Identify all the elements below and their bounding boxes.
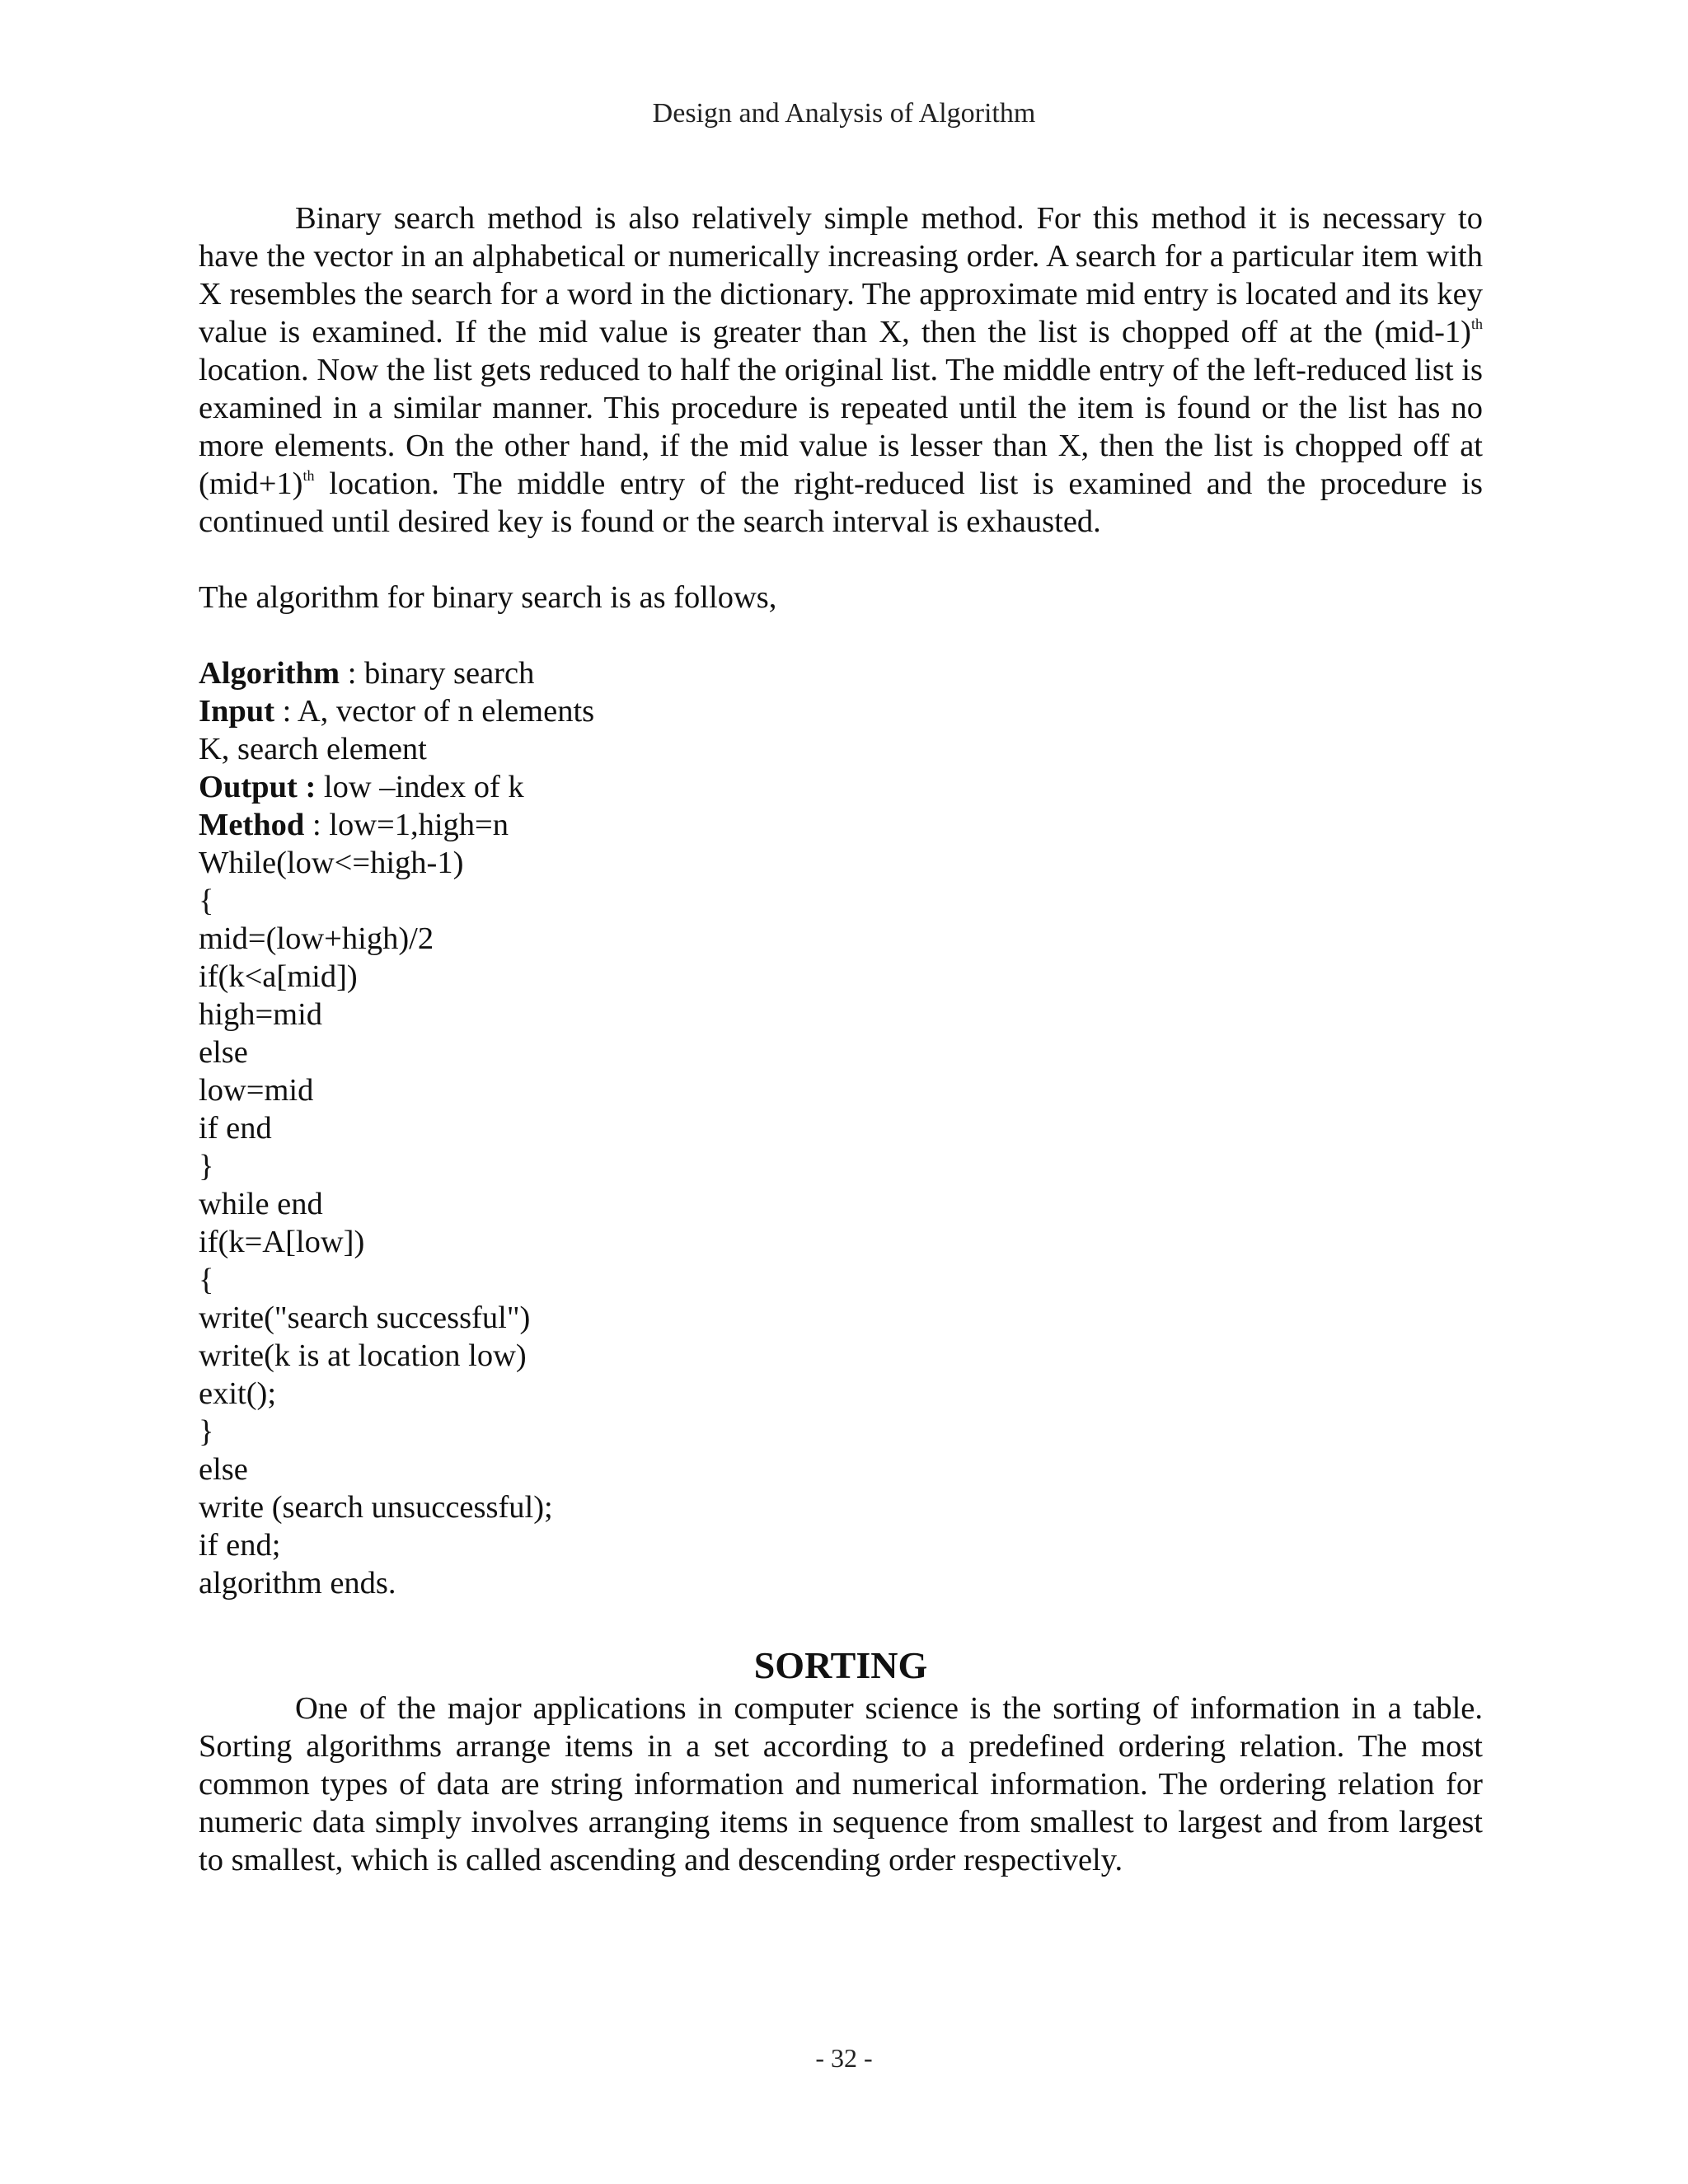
code-line: }: [199, 1149, 214, 1183]
paragraph-text: location. Now the list gets reduced to half the original list. The middle entry of the left-reduced list is examined in a similar manner. This procedure is repeated until the item is found or the list has no more elements. On the other hand, if the mid value is lesser than X, then the list is chopped off at (mid+1): [199, 353, 1483, 501]
algorithm-input-line: [199, 692, 1483, 730]
code-line: algorithm ends.: [199, 1566, 396, 1601]
code-line: else: [199, 1035, 248, 1070]
superscript-th: th: [302, 467, 315, 484]
algorithm-method-line: [199, 806, 1483, 844]
algorithm-intro: The algorithm for binary search is as follows,: [199, 580, 777, 615]
code-line: else: [199, 1452, 248, 1487]
code-line: while end: [199, 1187, 323, 1221]
code-line: if(k<a[mid]): [199, 959, 358, 994]
algorithm-name-line: [199, 654, 1483, 692]
code-line: mid=(low+high)/2: [199, 921, 434, 956]
section-heading-sorting: SORTING: [753, 1644, 928, 1686]
code-line: low=mid: [199, 1073, 314, 1108]
code-line: {: [199, 883, 214, 918]
code-line: high=mid: [199, 997, 323, 1032]
input-label: Input: [199, 694, 275, 729]
running-header: Design and Analysis of Algorithm: [652, 98, 1036, 129]
algorithm-block: [199, 654, 1483, 1602]
page-number: - 32 -: [815, 2043, 873, 2073]
algorithm-label: Algorithm: [199, 656, 340, 691]
output-label: Output :: [199, 770, 316, 804]
code-line: if end;: [199, 1528, 281, 1563]
binary-search-paragraph: [199, 199, 1483, 541]
algorithm-name: : binary search: [340, 656, 535, 691]
code-line: write("search successful"): [199, 1301, 531, 1335]
algorithm-input-extra: K, search element: [199, 732, 427, 766]
output-value: low –index of k: [316, 770, 524, 804]
code-line: }: [199, 1414, 214, 1449]
code-line: exit();: [199, 1376, 277, 1411]
paragraph-text: location. The middle entry of the right-reduced list is examined and the procedure is continued until desired key is found or the search interval is exhausted.: [199, 466, 1483, 539]
code-line: write (search unsuccessful);: [199, 1490, 553, 1525]
algorithm-output-line: [199, 768, 1483, 806]
code-line: if(k=A[low]): [199, 1225, 365, 1259]
superscript-th: th: [1470, 316, 1483, 332]
page-body: [199, 199, 1483, 1879]
code-line: if end: [199, 1111, 272, 1146]
code-line: write(k is at location low): [199, 1338, 527, 1373]
input-value: : A, vector of n elements: [274, 694, 595, 729]
code-line: {: [199, 1263, 214, 1297]
method-label: Method: [199, 808, 305, 842]
sorting-paragraph: One of the major applications in computer science is the sorting of information in a table. Sorting algorithms arrange items in a set according to a predefined ordering relation. The most common types of data are string information and numerical information. The ordering relation for numeric data simply involves arranging items in sequence from smallest to largest and from largest to smallest, which is called ascending and descending order respectively.: [199, 1691, 1483, 1877]
code-line: While(low<=high-1): [199, 846, 464, 880]
method-value: : low=1,high=n: [304, 808, 509, 842]
paragraph-text: Binary search method is also relatively simple method. For this method it is necessary to have the vector in an alphabetical or numerically increasing order. A search for a particular item with X resembles the search for a word in the dictionary. The approximate mid entry is located and its key value is examined. If the mid value is greater than X, then the list is chopped off at the (mid-1): [199, 201, 1483, 349]
